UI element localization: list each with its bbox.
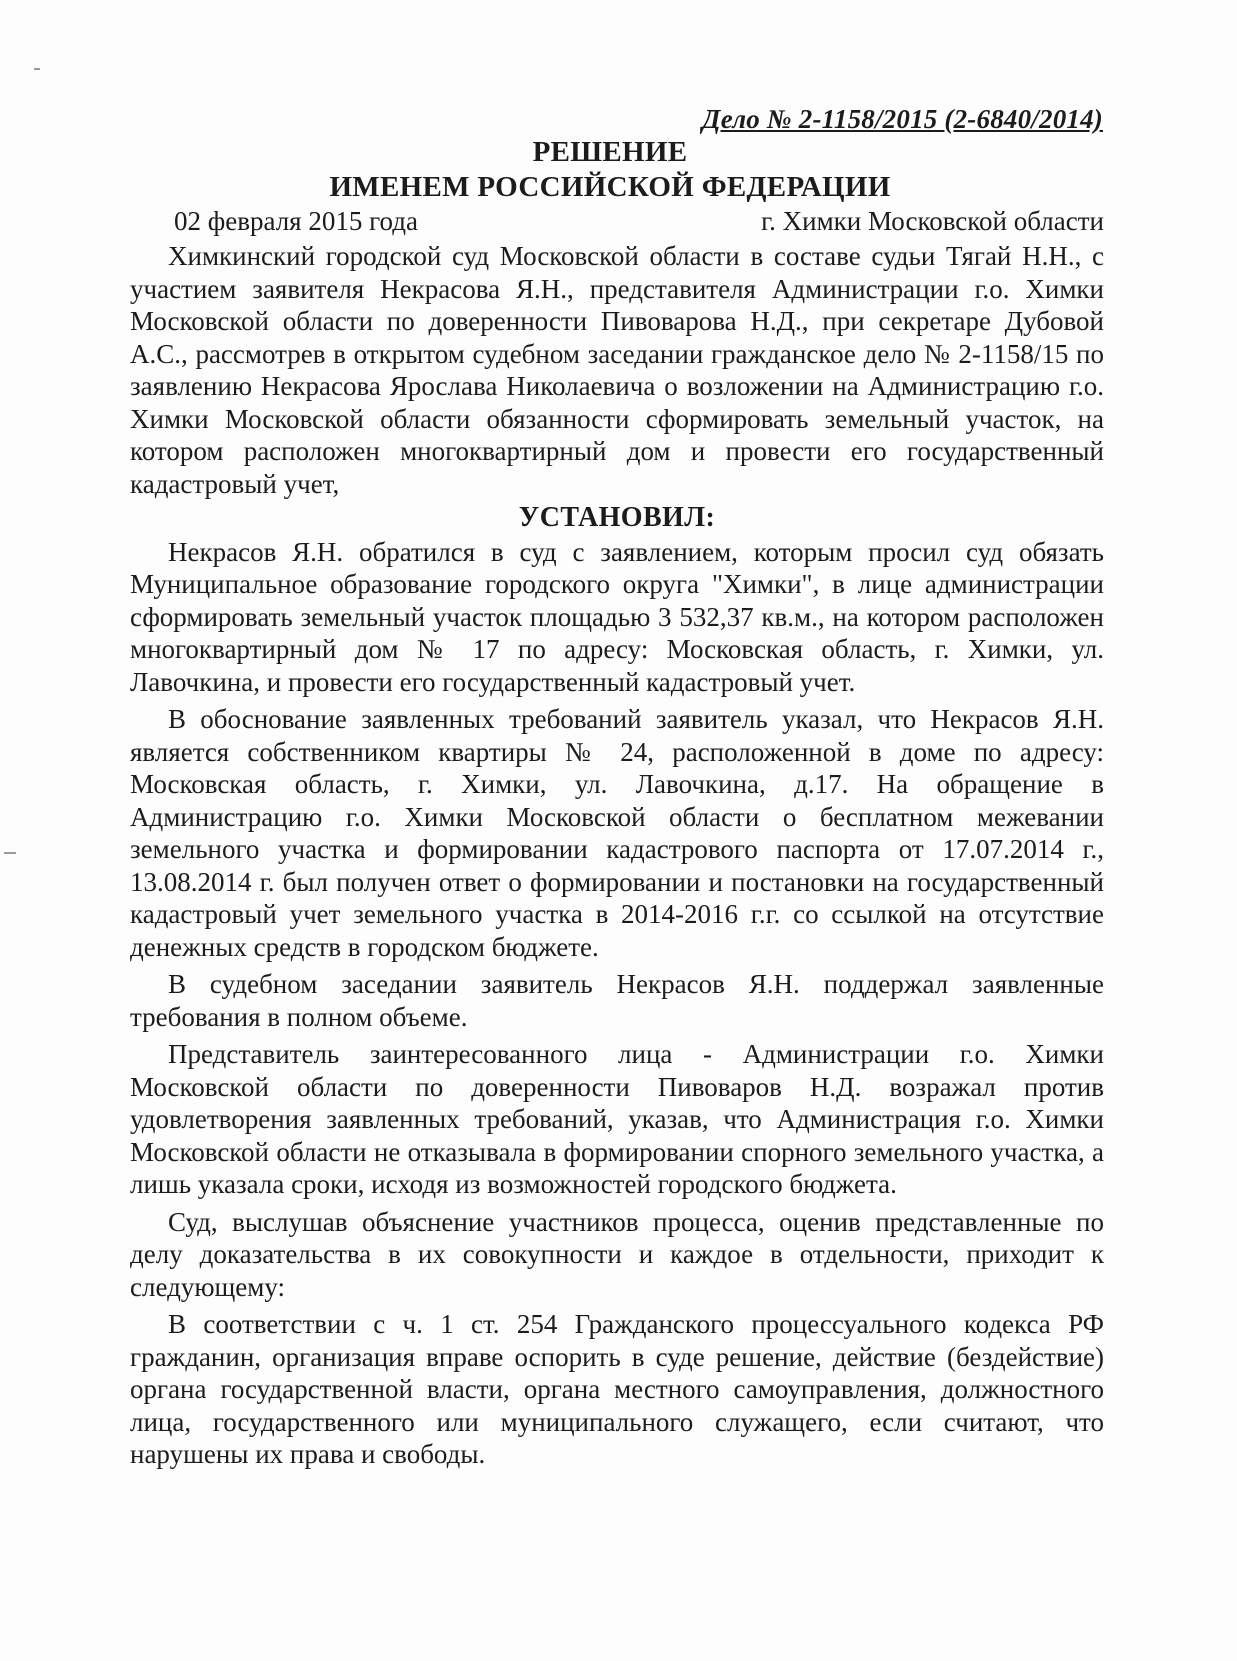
body-paragraph: В соответствии с ч. 1 ст. 254 Гражданского процессуального кодекса РФ гражданин, организация вправе оспорить в суде решение, действие (бездействие) органа государственной власти, органа местного самоуправления, должностного лица, государственного или муниципального служащего, если считают, что нарушены их права и свободы. — [130, 1309, 1104, 1469]
scan-mark — [34, 68, 40, 70]
body-paragraph: Представитель заинтересованного лица - Администрации г.о. Химки Московской области по доверенности Пивоваров Н.Д. возражал против удовлетворения заявленных требований, указав, что Администрация г.о. Химки Московской области не отказывала в формировании спорного земельного участка, а лишь указала сроки, исходя из возможностей городского бюджета. — [130, 1039, 1104, 1199]
body-paragraph: Некрасов Я.Н. обратился в суд с заявлением, которым просил суд обязать Муниципальное образование городского округа "Химки", в лице администрации сформировать земельный участок площадью 3 532,37 кв.м., на котором расположен многоквартирный дом № 17 по адресу: Московская область, г. Химки, ул. Лавочкина, и провести его государственный кадастровый учет. — [130, 536, 1104, 697]
decision-date: 02 февраля 2015 года — [174, 206, 418, 236]
document-body — [130, 240, 1104, 1471]
body-paragraph: Суд, выслушав объяснение участников процесса, оценив представленные по делу доказательства в их совокупности и каждое в отдельности, приходит к следующему: — [130, 1206, 1104, 1302]
case-number: Дело № 2-1158/2015 (2-6840/2014) — [702, 104, 1103, 134]
body-paragraph: В обоснование заявленных требований заявитель указал, что Некрасов Я.Н. является собственником квартиры № 24, расположенной в доме по адресу: Московская область, г. Химки, ул. Лавочкина, д.17. На обращение в Администрацию г.о. Химки Московской области о бесплатном межевании земельного участка и формировании кадастрового паспорта от 17.07.2014 г., 13.08.2014 г. был получен ответ о формировании и постановки на государственный кадастровый учет земельного участка в 2014-2016 г.г. со ссылкой на отсутствие денежных средств в городском бюджете. — [130, 704, 1104, 962]
body-paragraph: В судебном заседании заявитель Некрасов Я.Н. поддержал заявленные требования в полном объеме. — [130, 969, 1104, 1032]
section-heading: УСТАНОВИЛ: — [518, 502, 716, 533]
intro-paragraph: Химкинский городской суд Московской области в составе судьи Тягай Н.Н., с участием заявителя Некрасова Я.Н., представителя Администрации г.о. Химки Московской области по доверенности Пивоварова Н.Д., при секретаре Дубовой А.С., рассмотрев в открытом судебном заседании гражданское дело № 2-1158/15 по заявлению Некрасова Ярослава Николаевича о возложении на Администрацию г.о. Химки Московской области обязанности сформировать земельный участок, на котором расположен многоквартирный дом и провести его государственный кадастровый учет, — [130, 241, 1104, 499]
document-title: РЕШЕНИЕ — [532, 136, 688, 168]
scan-mark — [4, 852, 16, 854]
document-subtitle: ИМЕНЕМ РОССИЙСКОЙ ФЕДЕРАЦИИ — [329, 171, 891, 203]
decision-place: г. Химки Московской области — [761, 206, 1104, 236]
